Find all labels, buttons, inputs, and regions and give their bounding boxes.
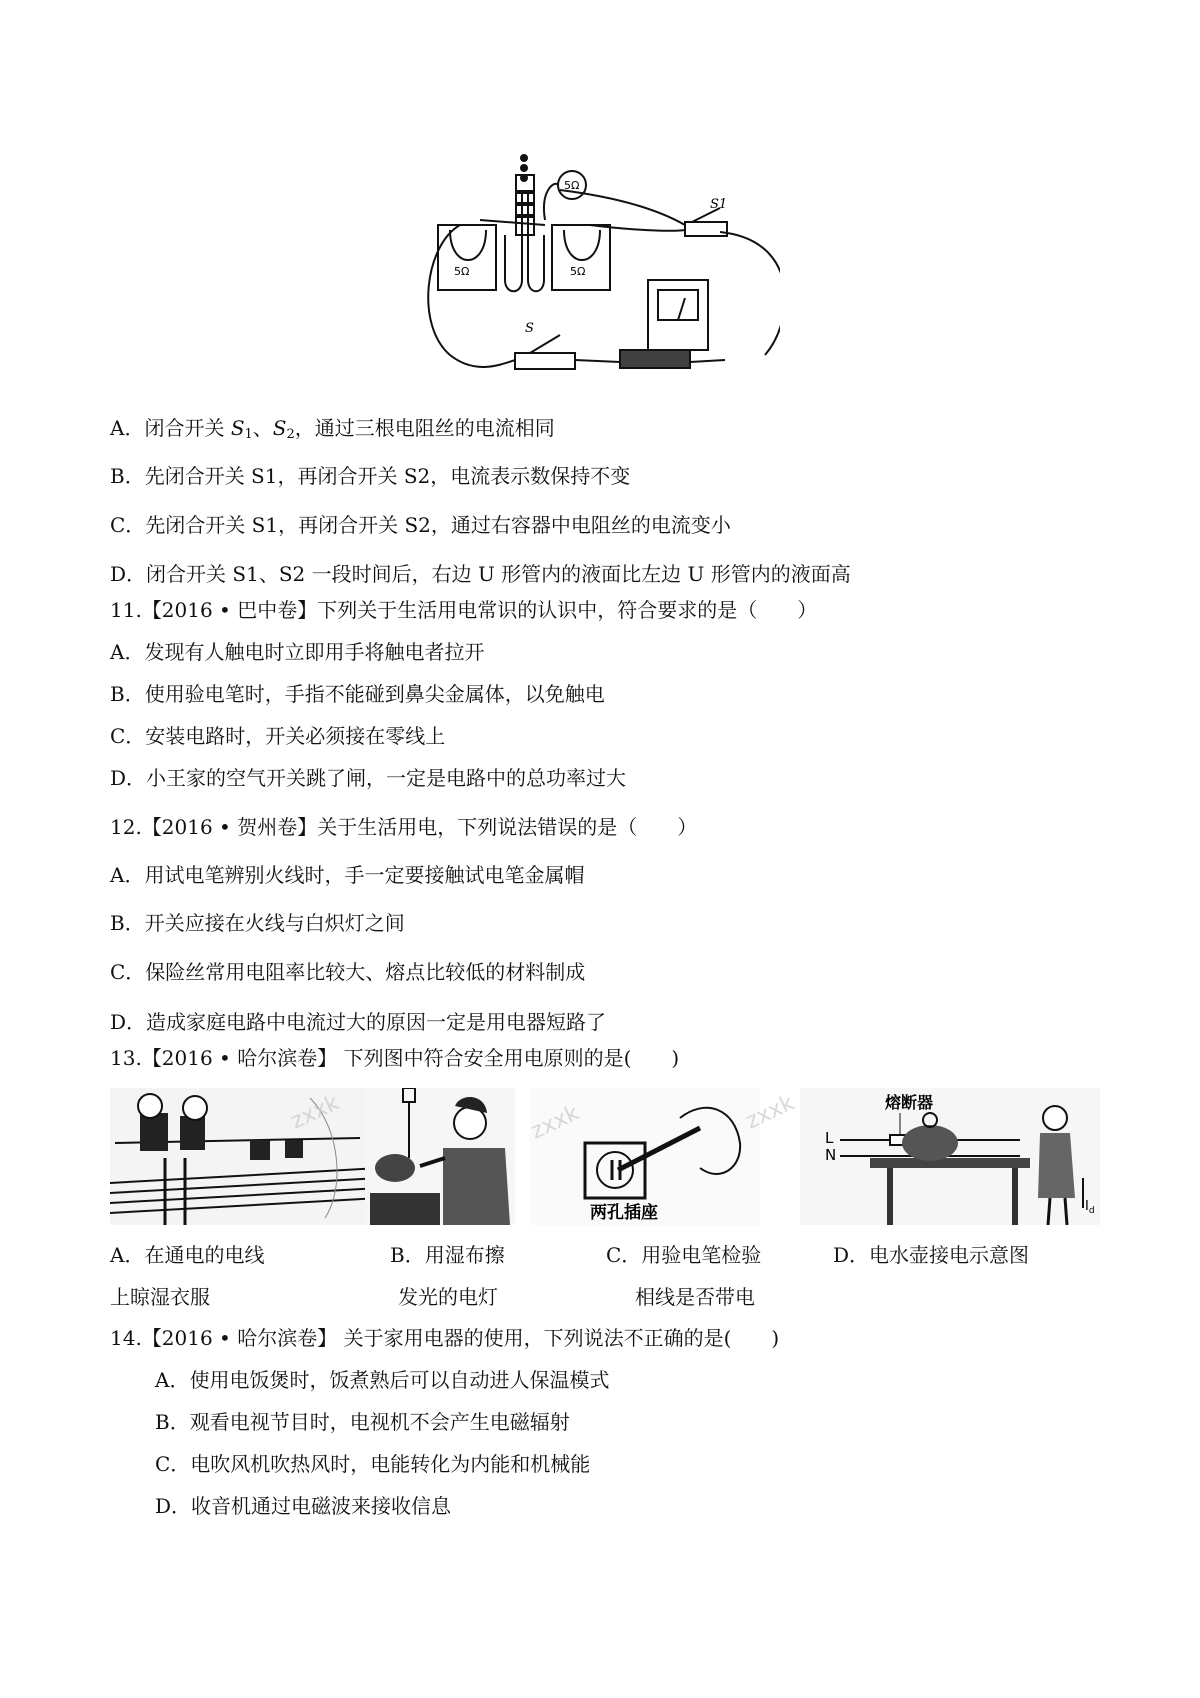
q11-option-c: C．安装电路时，开关必须接在零线上 [110, 724, 446, 748]
neutral-wire-label: N [825, 1146, 837, 1164]
circuit-label-s: S [525, 321, 534, 336]
q14-option-b: B．观看电视节目时，电视机不会产生电磁辐射 [155, 1410, 570, 1434]
q11-option-b: B．使用验电笔时，手指不能碰到鼻尖金属体，以免触电 [110, 682, 605, 706]
q13-caption-a1: A．在通电的电线 [110, 1243, 265, 1267]
circuit-label-r-left: 5Ω [454, 265, 470, 278]
q13-caption-b1: B．用湿布擦 [390, 1243, 505, 1267]
q13-figure-b [365, 1088, 515, 1225]
circuit-diagram [420, 150, 780, 395]
q13-caption-a2: 上晾湿衣服 [110, 1285, 210, 1309]
circuit-label-s1: S1 [710, 197, 728, 212]
q13-caption-c1: C．用验电笔检验 [606, 1243, 762, 1267]
circuit-label-r-top: 5Ω [564, 179, 580, 192]
q13-caption-d1: D．电水壶接电示意图 [833, 1243, 1030, 1267]
q10-option-b: B．先闭合开关 S1，再闭合开关 S2，电流表示数保持不变 [110, 464, 631, 488]
q12-stem: 12.【2016 • 贺州卷】关于生活用电，下列说法错误的是（ ） [110, 815, 698, 839]
q14-option-c: C．电吹风机吹热风时，电能转化为内能和机械能 [155, 1452, 591, 1476]
watermark: zxxk [287, 1090, 344, 1135]
q12-option-d: D．造成家庭电路中电流过大的原因一定是用电器短路了 [110, 1010, 607, 1034]
q13-figure-d [800, 1088, 1100, 1225]
q10-option-d: D．闭合开关 S1、S2 一段时间后，右边 U 形管内的液面比左边 U 形管内的液面高 [110, 562, 851, 586]
socket-label: 两孔插座 [590, 1203, 658, 1223]
live-wire-label: L [825, 1129, 834, 1147]
watermark: zxxk [527, 1100, 584, 1145]
q14-option-a: A．使用电饭煲时，饭煮熟后可以自动进人保温模式 [155, 1368, 610, 1392]
q11-option-a: A．发现有人触电时立即用手将触电者拉开 [110, 640, 485, 664]
q12-option-b: B．开关应接在火线与白炽灯之间 [110, 911, 405, 935]
q12-option-c: C．保险丝常用电阻率比较大、熔点比较低的材料制成 [110, 960, 586, 984]
q11-stem: 11.【2016 • 巴中卷】下列关于生活用电常识的认识中，符合要求的是（ ） [110, 598, 818, 622]
q13-stem: 13.【2016 • 哈尔滨卷】 下列图中符合安全用电原则的是( ) [110, 1046, 680, 1070]
q14-option-d: D．收音机通过电磁波来接收信息 [155, 1494, 452, 1518]
q11-option-d: D．小王家的空气开关跳了闸，一定是电路中的总功率过大 [110, 766, 627, 790]
q10-option-a: A．闭合开关 $S_1$、$S_2$，通过三根电阻丝的电流相同 [110, 416, 555, 442]
q13-caption-b2: 发光的电灯 [398, 1285, 498, 1309]
current-label: $I_d$ [1085, 1199, 1095, 1216]
q10-option-c: C．先闭合开关 S1，再闭合开关 S2，通过右容器中电阻丝的电流变小 [110, 513, 731, 537]
circuit-label-r-right: 5Ω [570, 265, 586, 278]
fuse-label: 熔断器 [885, 1093, 934, 1112]
q12-option-a: A．用试电笔辨别火线时，手一定要接触试电笔金属帽 [110, 863, 585, 887]
watermark: zxxk [742, 1090, 799, 1135]
q14-stem: 14.【2016 • 哈尔滨卷】 关于家用电器的使用，下列说法不正确的是( ) [110, 1326, 780, 1350]
q13-caption-c2: 相线是否带电 [635, 1285, 755, 1309]
